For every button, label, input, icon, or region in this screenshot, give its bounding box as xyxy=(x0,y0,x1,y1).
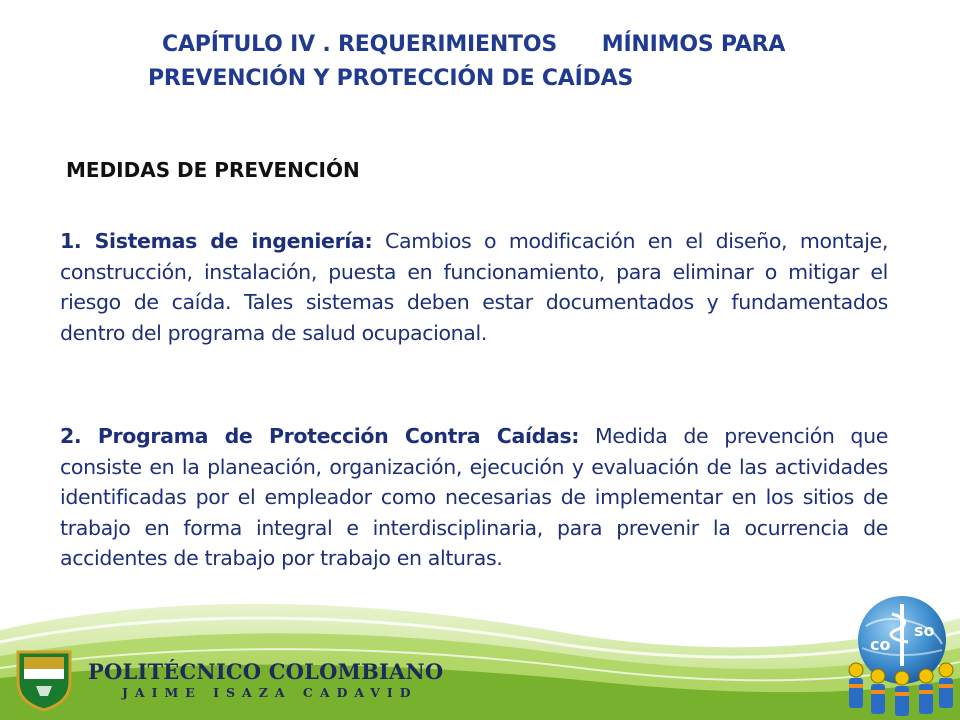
paragraph-lead: 2. Programa de Protección Contra Caídas: xyxy=(60,424,580,448)
institution-subtitle: JAIME ISAZA CADAVID xyxy=(122,685,418,700)
section-heading: MEDIDAS DE PREVENCIÓN xyxy=(66,158,360,182)
paragraph-fall-protection-program xyxy=(60,421,888,574)
paragraph-engineering-systems xyxy=(60,226,888,348)
copaso-globe-logo xyxy=(842,592,958,718)
institution-logo-text xyxy=(88,660,443,702)
institution-name: POLITÉCNICO COLOMBIANO xyxy=(88,659,444,684)
institution-shield-icon xyxy=(14,648,74,712)
paragraph-lead: 1. Sistemas de ingeniería: xyxy=(60,229,373,253)
workers-figures-icon xyxy=(849,663,953,716)
paragraph-text: Medida de prevención que consiste en la planeación, organización, ejecución y evaluación de las actividades identificadas por el empleador como necesarias de implementar en los sitios de trabajo en forma integral e interdisciplinaria, para prevenir la ocurrencia de accidentes de trabajo por trabajo en alturas. xyxy=(60,424,888,570)
title-line-1: CAPÍTULO IV . REQUERIMIENTOS MÍNIMOS PARA xyxy=(162,32,786,57)
svg-text:co: co xyxy=(870,635,891,654)
paragraph-text: Cambios o modificación en el diseño, montaje, construcción, instalación, puesta en funcionamiento, para eliminar o mitigar el riesgo de caída. Tales sistemas deben estar documentados y fundamentados dentro del programa de salud ocupacional. xyxy=(60,229,888,345)
title-line-2: PREVENCIÓN Y PROTECCIÓN DE CAÍDAS xyxy=(148,66,634,91)
slide-title xyxy=(148,28,888,96)
svg-text:so: so xyxy=(914,621,935,640)
